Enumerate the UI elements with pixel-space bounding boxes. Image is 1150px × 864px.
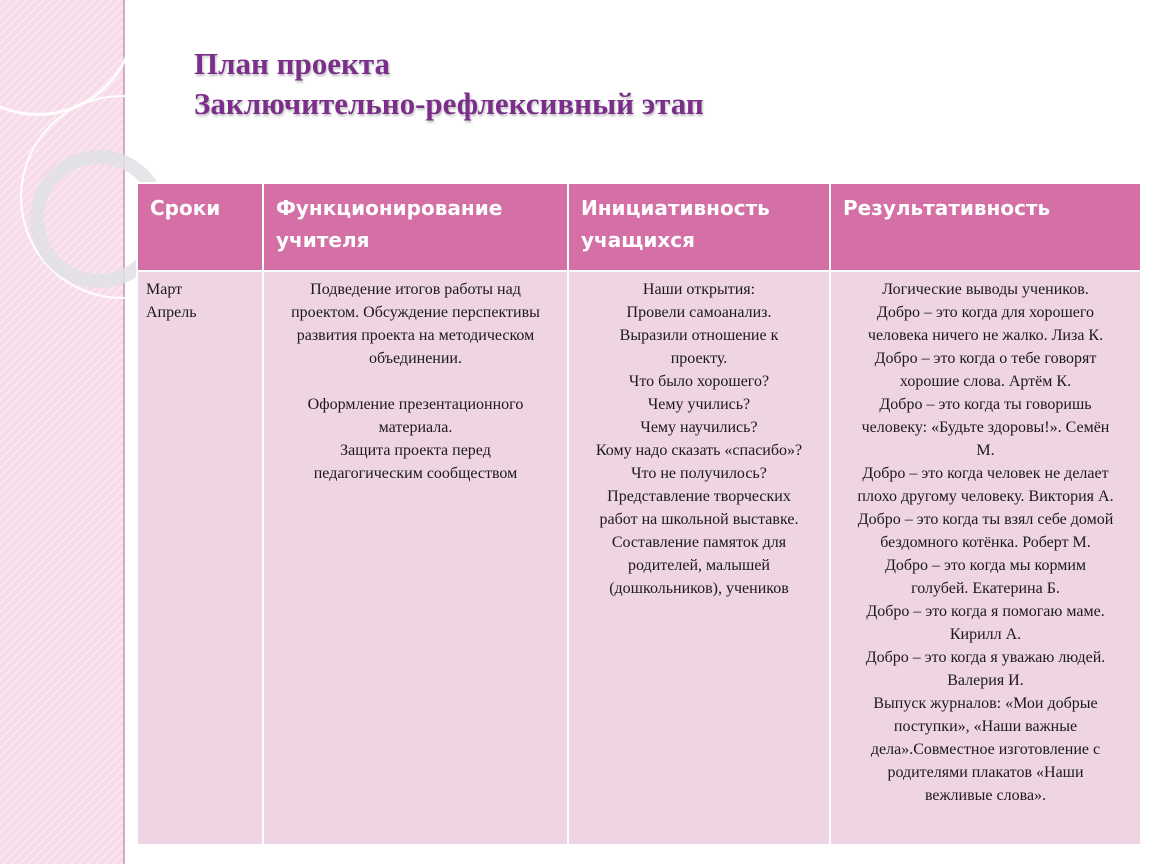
results-line: М. [976,442,995,459]
results-line: Добро – это когда я помогаю маме. [866,603,1105,620]
students-line: Чему учились? [647,396,751,413]
teacher-line: материала. [378,419,453,436]
teacher-line: Защита проекта перед [340,442,491,459]
students-line: Что не получилось? [631,465,767,482]
project-plan-table [136,182,1142,846]
students-line: проекту. [670,350,728,367]
students-line: Составление памяток для [611,534,787,551]
students-line: Провели самоанализ. [626,304,772,321]
results-line: хорошие слова. Артём К. [899,373,1072,390]
results-line: вежливые слова». [924,787,1047,804]
title-line-2: Заключительно-рефлексивный этап [194,86,704,121]
slide-title [194,44,704,124]
results-line: Добро – это когда человек не делает [862,465,1109,482]
students-line: Кому надо сказать «спасибо»? [595,442,803,459]
results-line: поступки», «Наши важные [893,718,1078,735]
teacher-line: объединении. [369,350,462,367]
header-terms: Сроки [137,183,263,271]
teacher-line: Подведение итогов работы над [310,281,521,298]
teacher-line [268,370,563,393]
header-students: Инициативность учащихся [568,183,830,271]
results-line: человеку: «Будьте здоровы!». Семён [861,419,1110,436]
results-line: родителями плакатов «Наши [887,764,1084,781]
term-line: Апрель [146,304,197,321]
table-header-row [137,183,1141,271]
students-line: родителей, малышей [628,557,770,574]
results-line: Добро – это когда я уважаю людей. [865,649,1106,666]
results-line: Кирилл А. [949,626,1022,643]
students-line: Наши открытия: [642,281,756,298]
teacher-line: проектом. Обсуждение перспективы [291,304,540,321]
results-line: голубей. Екатерина Б. [911,580,1060,597]
students-line: Представление творческих [607,488,791,505]
students-line: (дошкольников), учеников [609,580,789,597]
results-line: Добро – это когда для хорошего [876,304,1095,321]
results-line: плохо другому человеку. Виктория А. [857,488,1114,505]
students-line: Выразили отношение к [619,327,779,344]
results-line: Добро – это когда мы кормим [884,557,1087,574]
results-line: человека ничего не жалко. Лиза К. [867,327,1104,344]
results-line: Логические выводы учеников. [882,281,1089,298]
results-line: Выпуск журналов: «Мои добрые [873,695,1098,712]
results-line: Валерия И. [947,672,1024,689]
title-line-1: План проекта [194,46,390,81]
teacher-line: развития проекта на методическом [296,327,535,344]
header-results: Результативность [830,183,1141,271]
teacher-line: Оформление презентационного [307,396,524,413]
term-line: Март [146,281,183,298]
table-row [137,271,1141,845]
results-line: Добро – это когда ты взял себе домой [857,511,1114,528]
cell-results [830,271,1141,845]
students-line: Что было хорошего? [628,373,770,390]
results-line: Добро – это когда ты говоришь [879,396,1092,413]
cell-students [568,271,830,845]
students-line: работ на школьной выставке. [599,511,799,528]
cell-terms [137,271,263,845]
teacher-line: педагогическим сообществом [313,465,518,482]
decorative-side-band [0,0,125,864]
results-line: дела».Совместное изготовление с [870,741,1101,758]
header-teacher: Функционирование учителя [263,183,568,271]
students-line: Чему научились? [640,419,758,436]
cell-teacher [263,271,568,845]
results-line: бездомного котёнка. Роберт М. [880,534,1091,551]
results-line: Добро – это когда о тебе говорят [874,350,1097,367]
